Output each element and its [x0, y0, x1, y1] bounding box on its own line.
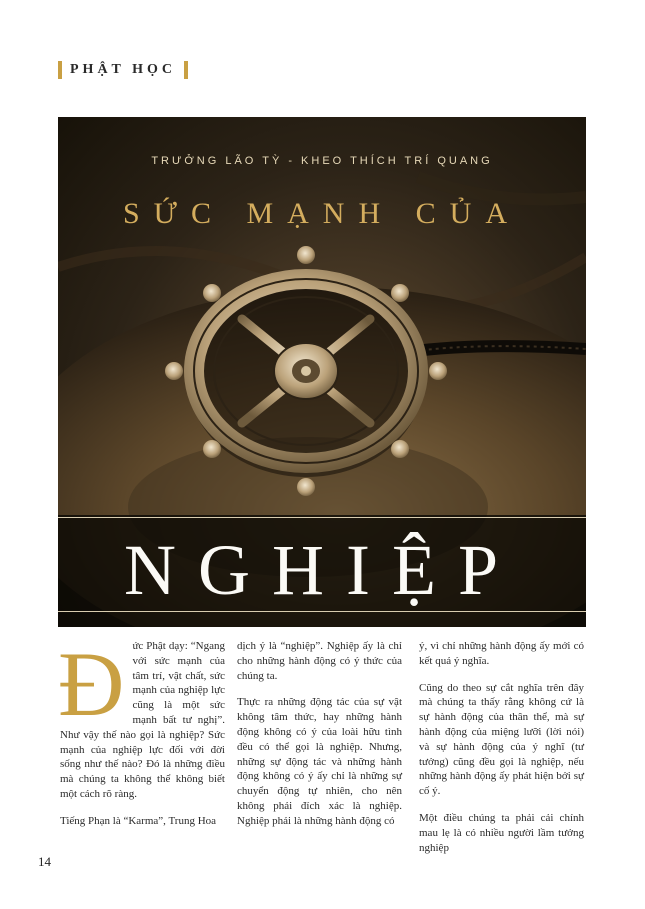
- paragraph: Một điều chúng ta phải cải chính mau lẹ là có nhiều người lầm tưởng nghiệp: [419, 811, 584, 854]
- article-column-3: [419, 639, 584, 867]
- page-number: 14: [38, 854, 51, 869]
- article-column-2: [237, 639, 402, 841]
- header-accent-bar-left: [58, 61, 62, 79]
- paragraph: Thực ra những động tác của sự vật không tâm thức, hay những hành động không có ý của loài hữu tình đều có thể gọi là nghiệp. Nhưng, những sự động tác và những hành động không có ý ấy chỉ là những sự chuyển động tự nhiên, cho nên không phải đích xác là nghiệp. Nghiệp phải là những hành động có: [237, 696, 402, 827]
- paragraph-text: ức Phật dạy: “Ngang với sức mạnh của tâm trí, vật chất, sức mạnh của nghiệp lực cũng là một sức mạnh bất tư nghị”. Như vậy thế nào gọi là nghiệp? Sức mạnh của nghiệp lực đối với đời sống như thế nào? Đó là những điều mà chúng ta không thể không biết một cách rõ ràng.: [60, 640, 225, 800]
- paragraph: Tiếng Phạn là “Karma”, Trung Hoa: [60, 814, 217, 827]
- hero-image: [58, 117, 586, 627]
- hero-title-top: SỨC MẠNH CỦA: [123, 197, 521, 230]
- article-column-1: [58, 633, 225, 841]
- paragraph: dịch ý là “nghiệp”. Nghiệp ấy là chỉ cho những hành động có ý thức của chúng ta.: [237, 640, 402, 682]
- section-title: PHẬT HỌC: [70, 62, 177, 77]
- hero-subtitle: TRƯỞNG LÃO TỲ - KHEO THÍCH TRÍ QUANG: [151, 155, 493, 167]
- paragraph: [58, 633, 225, 802]
- paragraph: Cũng do theo sự cắt nghĩa trên đây mà chúng ta thấy rằng không cứ là sự hành động của thân thể, mà sự hành động của miệng lưỡi (lời nói) và sự hành động của ý nghĩ (tư tưởng) cũng đều gọi là nghiệp, nếu những hành động ấy phát hiện bởi sự cố ý.: [419, 681, 584, 798]
- section-header: [58, 60, 188, 80]
- paragraph: ý, vì chỉ những hành động ấy mới có kết quả ý nghĩa.: [419, 640, 584, 667]
- band-top-rule: [58, 517, 586, 518]
- header-accent-bar-right: [184, 61, 188, 79]
- hero-title-main: NGHIỆP: [124, 530, 520, 610]
- drop-cap: Đ: [58, 633, 125, 735]
